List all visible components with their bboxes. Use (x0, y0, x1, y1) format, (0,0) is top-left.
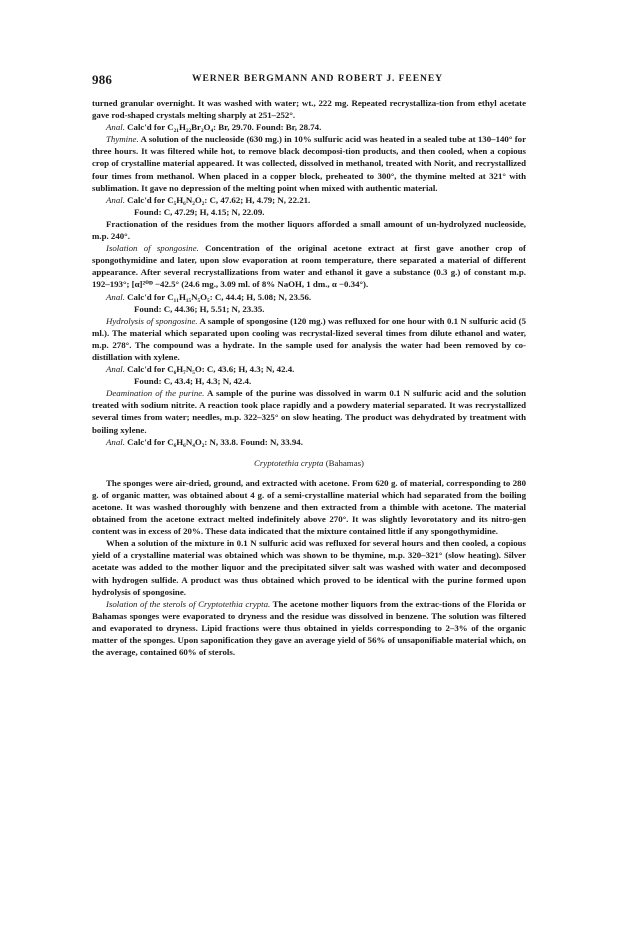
paragraph-heading: Isolation of the sterols of Cryptotethia crypta. (106, 598, 271, 609)
analysis-label: Anal. (106, 291, 125, 302)
analysis-text: Calc'd for C₅H₆N₂O₂: C, 47.62; H, 4.79; N, 22.21. (124, 194, 311, 205)
section-title-species: Cryptotethia crypta (253, 457, 324, 468)
analysis-text: Calc'd for C₆H₆N₄O₂: N, 33.8. Found: N, 33.94. (124, 436, 303, 447)
paragraph-continuation: turned granular overnight. It was washed with water; wt., 222 mg. Repeated recrystalliza-tion from ethyl acetate gave rod-shaped crystals melting sharply at 251–252°. (92, 98, 526, 121)
paragraph-heading: Isolation of spongosine. (106, 243, 199, 254)
paragraph-text: Concentration of the original acetone extract at first gave another crop of spongothymidine and later, upon slow evaporation at room temperature, there separated a material of different appearance. After several recrystallizations from water and ethanol it gave a substance (0.3 g.) of constant m.p. 192–193°; [α]²⁰ᴰ −42.5° (24.6 mg., 3.09 ml. of 8% NaOH, 1 dm., α −0.34°). (92, 243, 526, 290)
section-title (92, 457, 526, 469)
analysis-line (92, 121, 526, 133)
paragraph-extraction: The sponges were air-dried, ground, and extracted with acetone. From 620 g. of material, corresponding to 280 g. of organic matter, was obtained about 4 g. of a semi-crystalline material which had separated from the boiling acetone. It was washed thoroughly with benzene and then extracted from a thimble with acetone. The material obtained from the acetone extract melted indefinitely above 270°. It was slightly levorotatory and its nitro-gen content was in excess of 20%. These data indicated that the mixture contained little if any spongothymidine. (92, 477, 526, 537)
paragraph-text: The acetone mother liquors from the extrac-tions of the Florida or Bahamas sponges were evaporated to dryness and the residue was dissolved in benzene. The solution was filtered and evaporated to dryness. Lipid fractions were thus obtained in yields corresponding to 2–3% of the organic matter of the sponges. Upon saponification they gave an average yield of 56% of unsaponifiable material which, on the average, contained 60% of sterols. (92, 598, 526, 658)
paragraph-text: A sample of the purine was dissolved in warm 0.1 N sulfuric acid and the solution treated with sodium nitrite. A reaction took place rapidly and a powdery material separated. It was recrystallized several times from water; needles, m.p. 322–325° on slow heating. The product was dehydrated by treatment with boiling xylene. (92, 388, 527, 435)
analysis-text: Calc'd for C₁₁H₁₅N₅O₅: C, 44.4; H, 5.08; N, 23.56. (124, 291, 312, 302)
section-title-location: (Bahamas) (323, 457, 365, 468)
analysis-line (92, 436, 526, 448)
found-line: Found: C, 43.4; H, 4.3; N, 42.4. (134, 376, 252, 387)
analysis-line (92, 291, 526, 303)
paragraph-thymine (92, 133, 526, 193)
analysis-label: Anal. (106, 194, 125, 205)
analysis-label: Anal. (106, 364, 125, 375)
analysis-text: Calc'd for C₆H₇N₅O: C, 43.6; H, 4.3; N, 42.4. (124, 364, 295, 375)
analysis-label: Anal. (106, 436, 125, 447)
page-number: 986 (92, 72, 113, 87)
paragraph-isolation-spongosine (92, 242, 526, 290)
paragraph-heading: Hydrolysis of spongosine. (106, 315, 198, 326)
paragraph-fractionation: Fractionation of the residues from the mother liquors afforded a small amount of un-hydrolyzed nucleoside, m.p. 240°. (92, 218, 526, 242)
found-line: Found: C, 44.36; H, 5.51; N, 23.35. (134, 303, 265, 314)
analysis-line (92, 194, 526, 206)
paragraph-text: A sample of spongosine (120 mg.) was refluxed for one hour with 0.1 N sulfuric acid (5 ml.). The material which separated upon cooling was recrystal-lized several times from dilute ethanol and water, m.p. 278°. The compound was a hydrate. In the sample used for analysis the water had been removed by co-distillation with xylene. (92, 315, 526, 362)
article-body (92, 97, 526, 658)
paragraph-heading: Deamination of the purine. (106, 388, 205, 399)
paragraph-hydrolysis (92, 315, 526, 363)
paragraph-text: A solution of the nucleoside (630 mg.) in 10% sulfuric acid was heated in a sealed tube at 130–140° for three hours. It was filtered while hot, to remove black decomposi-tion products, and then cooled, when a copious crop of crystalline material appeared. It was collected, dissolved in methanol, treated with Norit, and recrystallized four times from methanol. When placed in a copper block, preheated to 300°, the thymine melted at 321° with sublimation. It gave no depression of the melting point when mixed with authentic material. (92, 134, 526, 193)
found-line: Found: C, 47.29; H, 4.15; N, 22.09. (134, 206, 265, 217)
analysis-label: Anal. (106, 122, 125, 133)
paragraph-heading: Thymine. (106, 134, 139, 145)
paragraph-deamination (92, 387, 526, 435)
analysis-text: Calc'd for C₂₁H₂₂Br₂O₄: Br, 29.70. Found: Br, 28.74. (124, 122, 322, 133)
running-head: WERNER BERGMANN AND ROBERT J. FEENEY (192, 73, 443, 84)
page-header (92, 72, 522, 88)
paragraph-isolation-sterols (92, 598, 526, 658)
paragraph-hydrolysis-mixture: When a solution of the mixture in 0.1 N sulfuric acid was refluxed for several hours and then cooled, a copious yield of a crystalline material was obtained which was shown to be thymine, m.p. 320–321° (slow heating). Silver acetate was added to the mother liquor and the precipitated silver salt was washed with water and decomposed with hydrogen sulfide. A product was thus obtained which proved to be identical with the purine formed upon hydrolysis of spongosine. (92, 538, 526, 597)
analysis-line (92, 363, 526, 375)
